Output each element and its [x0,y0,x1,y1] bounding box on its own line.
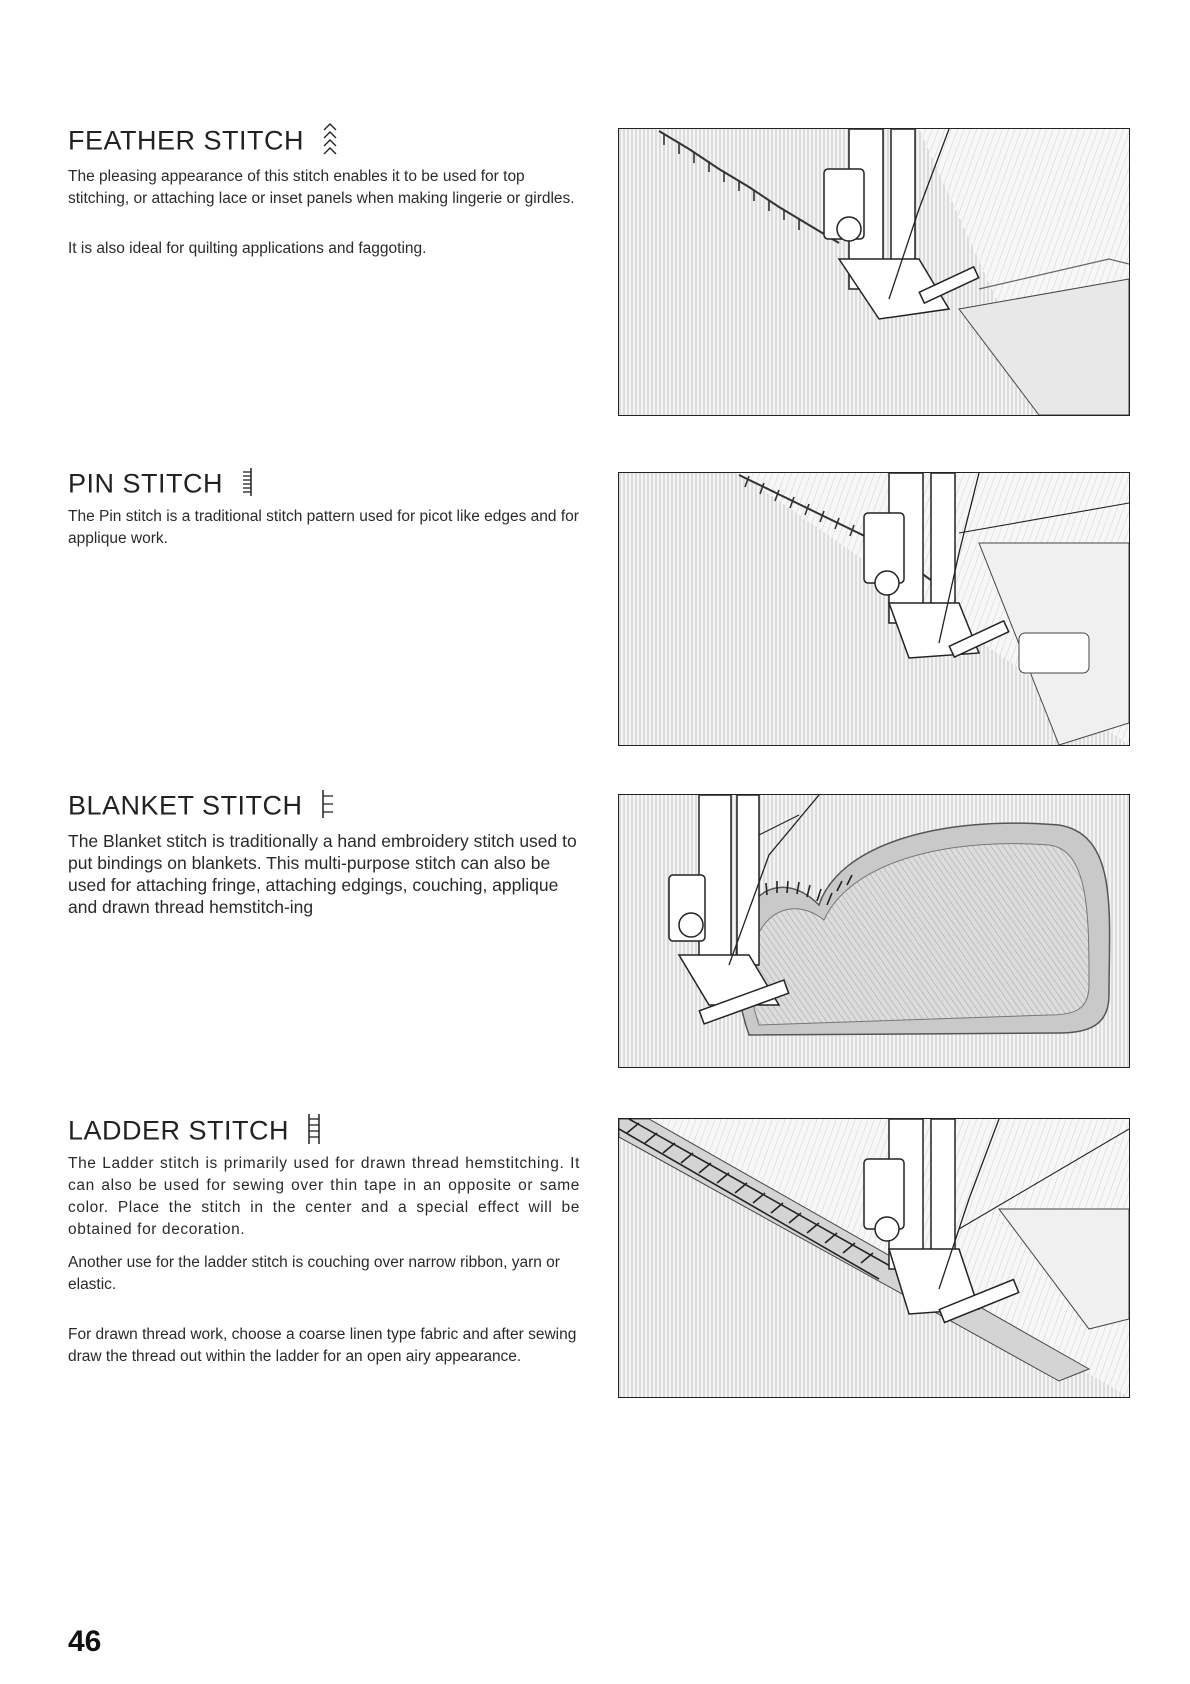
pin-stitch-icon [241,466,253,505]
feather-stitch-icon [322,122,338,163]
ladder-stitch-text-1: The Ladder stitch is primarily used for drawn thread hemstitching. It can also be used for sewing over thin tape in an opposite or same color. Place the stitch in the center and a special effect will be obtained for decoration. [68,1155,580,1238]
ladder-stitch-heading [68,1112,321,1153]
pin-stitch-text-1: The Pin stitch is a traditional stitch pattern used for picot like edges and for applique work. [68,508,579,547]
feather-stitch-text-1: The pleasing appearance of this stitch enables it to be used for top stitching, or attaching lace or inset panels when making lingerie or girdles. [68,168,575,207]
pin-stitch-heading [68,466,253,505]
blanket-stitch-text-1: The Blanket stitch is traditionally a hand embroidery stitch used to put bindings on blankets. This multi-purpose stitch can also be used for attaching fringe, attaching edgings, couching, applique and drawn thread hemstitch-ing [68,831,577,917]
blanket-stitch-title: BLANKET STITCH [68,790,303,821]
pin-stitch-title: PIN STITCH [68,468,224,499]
blanket-stitch-heading [68,788,335,827]
pin-stitch-illustration [618,472,1130,746]
feather-stitch-illustration [618,128,1130,416]
feather-stitch-title: FEATHER STITCH [68,125,304,156]
feather-stitch-text-2: It is also ideal for quilting applications and faggoting. [68,240,427,257]
ladder-stitch-text-2: Another use for the ladder stitch is couching over narrow ribbon, yarn or elastic. [68,1254,560,1293]
ladder-stitch-text-3: For drawn thread work, choose a coarse linen type fabric and after sewing draw the thread out within the ladder for an open airy appearance. [68,1326,577,1365]
blanket-stitch-illustration [618,794,1130,1068]
blanket-stitch-icon [321,788,335,827]
feather-stitch-heading [68,122,338,163]
ladder-stitch-illustration [618,1118,1130,1398]
ladder-stitch-title: LADDER STITCH [68,1115,290,1146]
ladder-stitch-icon [307,1112,321,1153]
page-number: 46 [68,1625,102,1658]
